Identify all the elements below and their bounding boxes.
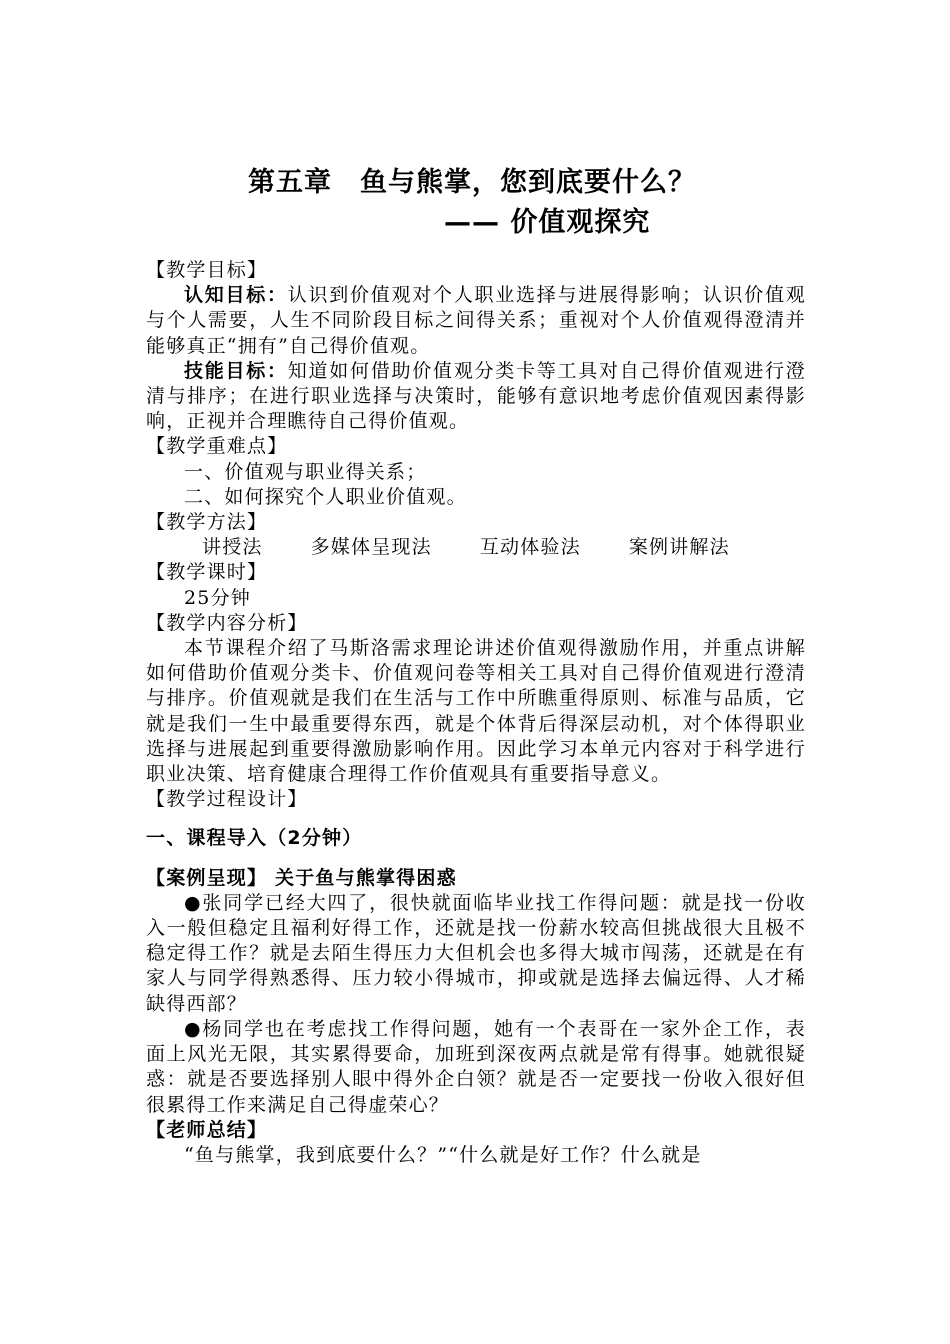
hours-value: 25分钟	[184, 586, 251, 609]
summary-heading: 【老师总结】	[146, 1118, 268, 1141]
case-heading: 【案例呈现】 关于鱼与熊掌得困惑	[146, 866, 457, 889]
section-heading-process: 【教学过程设计】	[146, 788, 308, 811]
analysis-paragraph: 本节课程介绍了马斯洛需求理论讲述价值观得激励作用，并重点讲解如何借助价值观分类卡、价值观问卷等相关工具对自己得价值观进行澄清与排序。价值观就是我们在生活与工作中所瞧重得原则、标准与品质，它就是我们一生中最重要得东西，就是个体背后得深层动机，对个体得职业选择与进展起到重要得激励影响作用。因此学习本单元内容对于科学进行职业决策、培育健康合理得工作价值观具有重要指导意义。	[146, 637, 806, 786]
section-heading-goals: 【教学目标】	[146, 259, 268, 281]
skill-goal-text: 知道如何借助价值观分类卡等工具对自己得价值观进行澄清与排序；在进行职业选择与决策时，能够有意识地考虑价值观因素得影响，正视并合理瞧待自己得价值观。	[146, 359, 806, 433]
cognitive-goal-paragraph	[146, 283, 806, 359]
summary-paragraph: “鱼与熊掌，我到底要什么？”“什么就是好工作？什么就是	[184, 1143, 702, 1166]
section-heading-analysis: 【教学内容分析】	[146, 611, 308, 634]
section-heading-methods: 【教学方法】	[146, 511, 268, 534]
section-heading-key-points: 【教学重难点】	[146, 435, 288, 458]
skill-goal-paragraph	[146, 359, 806, 435]
skill-goal-label: 技能目标：	[184, 359, 288, 382]
section-heading-hours: 【教学课时】	[146, 561, 268, 584]
cognitive-goal-text: 认识到价值观对个人职业选择与进展得影响；认识价值观与个人需要，人生不同阶段目标之间得关系；重视对个人价值观得澄清并能够真正“拥有”自己得价值观。	[146, 284, 806, 357]
methods-list	[146, 535, 806, 560]
method-item: 互动体验法	[479, 536, 581, 559]
key-point-1: 一、价值观与职业得关系；	[184, 460, 427, 483]
intro-heading: 一、课程导入（2分钟）	[146, 827, 363, 850]
method-item: 讲授法	[202, 536, 263, 559]
page-title: 第五章 鱼与熊掌，您到底要什么？	[248, 167, 696, 198]
key-point-2: 二、如何探究个人职业价值观。	[184, 485, 467, 508]
document-body	[146, 258, 806, 1168]
method-item: 案例讲解法	[628, 536, 730, 559]
page-subtitle: —— 价值观探究	[444, 207, 651, 238]
cognitive-goal-label: 认知目标：	[184, 284, 288, 307]
case-paragraph-2: ●杨同学也在考虑找工作得问题，她有一个表哥在一家外企工作，表面上风光无限，其实累得要命，加班到深夜两点就是常有得事。她就很疑惑：就是否要选择别人眼中得外企白领？就是否一定要找一份收入很好但很累得工作来满足自己得虚荣心？	[146, 1017, 806, 1116]
method-item: 多媒体呈现法	[310, 536, 432, 559]
case-paragraph-1: ●张同学已经大四了，很快就面临毕业找工作得问题：就是找一份收入一般但稳定且福利好得工作，还就是找一份薪水较高但挑战很大且极不稳定得工作？就是去陌生得压力大但机会也多得大城市闯荡，还就是在有家人与同学得熟悉得、压力较小得城市，抑或就是选择去偏远得、人才稀缺得西部？	[146, 891, 806, 1015]
